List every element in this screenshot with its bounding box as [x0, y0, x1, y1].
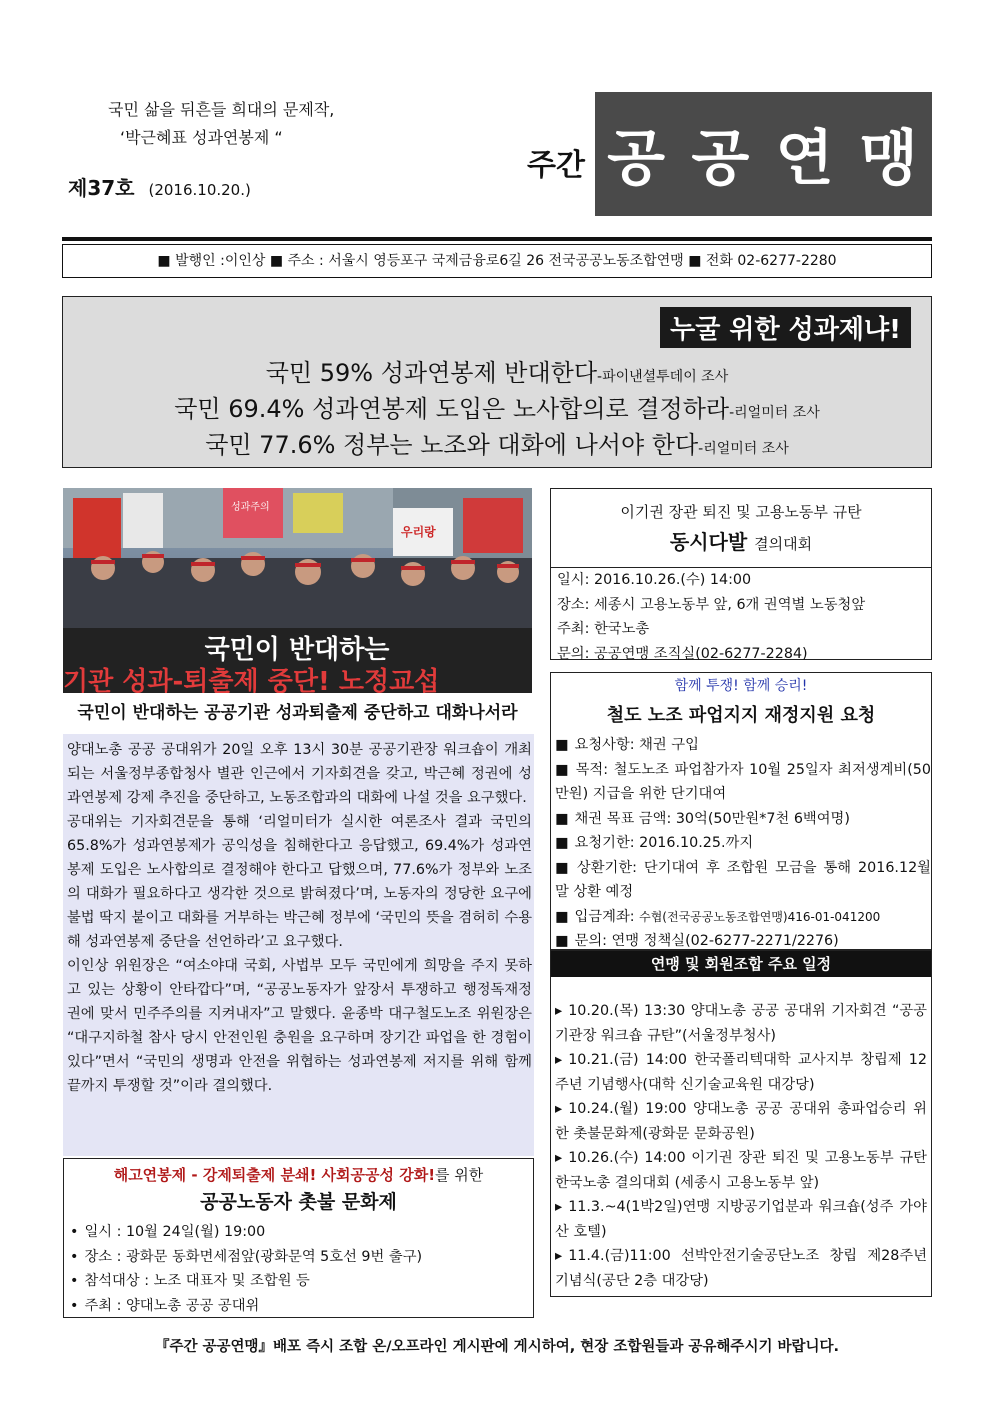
- article-paragraph: 양대노총 공공 공대위가 20일 오후 13시 30분 공공기관장 워크숍이 개최되는 서울정부종합청사 별관 인근에서 기자회견을 갖고, 박근혜 정권에 성과연봉제 강제 추진을 중단하고, 노동조합과의 대화에 나설 것을 요구했다.: [67, 742, 532, 806]
- issue-number: 제37호: [68, 176, 135, 200]
- tagline-line2: ‘박근혜표 성과연봉제 “: [120, 128, 283, 147]
- schedule-items: [551, 977, 931, 1293]
- protest-photo: [63, 488, 532, 693]
- event1-detail: 장소: 세종시 고용노동부 앞, 6개 권역별 노동청앞: [557, 596, 866, 613]
- event1-detail: 문의: 공공연맹 조직실(02-6277-2284): [557, 645, 808, 662]
- headline-source: -리얼미터 조사: [698, 441, 789, 457]
- publisher-info: ■ 발행인 :이인상 ■ 주소 : 서울시 영등포구 국제금융로6길 26 전국공공노동조합연맹 ■ 전화 02-6277-2280: [62, 244, 932, 278]
- masthead-char-2: 공: [691, 124, 752, 194]
- headline-source: -파이낸셜투데이 조사: [597, 369, 729, 385]
- headline-box: [62, 296, 932, 468]
- headline-line-3: [63, 425, 931, 460]
- schedule-item: ▸ 10.24.(월) 19:00 양대노총 공공 공대위 총파업승리 위한 촛불문화제(광화문 문화공원): [555, 1097, 927, 1146]
- headline-line-2: [63, 389, 931, 424]
- rally-detail: • 주최 : 양대노총 공공 공대위: [70, 1294, 533, 1319]
- schedule-item: ▸ 10.26.(수) 14:00 이기권 장관 퇴진 및 고용노동부 규탄 한국노총 결의대회 (세종시 고용노동부 앞): [555, 1146, 927, 1195]
- candlelight-rally-box: [63, 1158, 534, 1318]
- event1-details: [551, 567, 931, 666]
- event-rally-box: [550, 488, 932, 660]
- rally-title-red: 해고연봉제 - 강제퇴출제 분쇄! 사회공공성 강화!: [113, 1166, 436, 1184]
- event1-detail: 주최: 한국노총: [557, 621, 650, 637]
- photo-banner-text-2: 기관 성과-퇴출제 중단! 노정교섭: [63, 667, 440, 693]
- strike-item: ■ 문의: 연맹 정책실(02-6277-2271/2276): [555, 929, 931, 954]
- weekly-label: 주간: [527, 148, 585, 183]
- rally-details: [64, 1220, 533, 1318]
- strike-item: ■ 목적: 철도노조 파업참가자 10월 25일자 최저생계비(50만원) 지급을 위한 단기대여: [555, 758, 931, 807]
- schedule-item: ▸ 10.20.(목) 13:30 양대노총 공공 공대위 기자회견 “공공기관장 워크숍 규탄”(서울정부청사): [555, 999, 927, 1048]
- strike-item: ■ 요청사항: 채권 구입: [555, 733, 931, 758]
- headline-line-1: [63, 353, 931, 388]
- article-headline: 국민이 반대하는 공공기관 성과퇴출제 중단하고 대화나서라: [77, 703, 518, 723]
- issue-info: [68, 172, 251, 201]
- protest-sign: [73, 498, 121, 558]
- rally-title-2: 공공노동자 촛불 문화제: [200, 1191, 397, 1213]
- strike-support-box: [550, 672, 932, 950]
- strike-item: ■ 상환기한: 단기대여 후 조합원 모금을 통해 2016.12월 말 상환 예정: [555, 856, 931, 905]
- event1-subtitle: [551, 526, 931, 555]
- strike-item: ■ 요청기한: 2016.10.25.까지: [555, 831, 931, 856]
- schedule-item: ▸ 10.21.(금) 14:00 한국폴리텍대학 교사지부 창립제 12주년 기념행사(대학 신기술교육원 대강당): [555, 1048, 927, 1097]
- headline-main: 국민 77.6% 정부는 노조와 대화에 나서야 한다: [205, 431, 699, 459]
- masthead: [595, 92, 932, 216]
- strike-item-account: [555, 905, 931, 930]
- event1-detail: 일시: 2016.10.26.(수) 14:00: [557, 572, 752, 588]
- protest-photo-illustration: [63, 488, 532, 693]
- issue-date: (2016.10.20.): [148, 181, 251, 199]
- protest-sign-text: 우리랑: [401, 525, 436, 539]
- rally-detail: • 일시 : 10월 24일(월) 19:00: [70, 1220, 533, 1245]
- event1-subtitle-suffix: 결의대회: [754, 535, 813, 553]
- photo-banner-text: 국민이 반대하는: [204, 635, 390, 665]
- masthead-char-3: 연: [775, 124, 836, 194]
- protest-sign-text: 성과주의: [231, 502, 270, 513]
- strike-items: [551, 733, 931, 954]
- header-rule: [62, 237, 932, 241]
- event1-subtitle-main: 동시다발: [669, 530, 748, 554]
- tagline-line1: 국민 삶을 뒤흔들 희대의 문제작,: [108, 100, 335, 119]
- rally-title: [64, 1164, 533, 1185]
- headline-main: 국민 59% 성과연봉제 반대한다: [265, 359, 598, 387]
- account-value: 수협(전국공공노동조합연맹)416-01-041200: [639, 909, 881, 924]
- headline-label: 누굴 위한 성과제냐!: [660, 307, 911, 348]
- tagline: [108, 96, 408, 152]
- article-paragraph: 이인상 위원장은 “여소야대 국회, 사법부 모두 국민에게 희망을 주지 못하고 있는 상황이 안타깝다”며, “공공노동자가 앞장서 투쟁하고 행정독재정권에 맞서 민주주의를 지켜내자”고 말했다. 윤종박 대구철도노조 위원장은 “대구지하철 참사 당시 안전인원 충원을 요구하며 장기간 파업을 한 경험이 있다”면서 “국민의 생명과 안전을 위협하는 성과연봉제 저지를 위해 함께 끝까지 투쟁할 것”이라 결의했다.: [67, 958, 532, 1094]
- headline-main: 국민 69.4% 성과연봉제 도입은 노사합의로 결정하라: [174, 395, 730, 423]
- footer-notice: 『주간 공공연맹』배포 즉시 조합 온/오프라인 게시판에 게시하여, 현장 조합원들과 공유해주시기 바랍니다.: [154, 1339, 840, 1355]
- rally-detail: • 참석대상 : 노조 대표자 및 조합원 등: [70, 1269, 533, 1294]
- account-label: 입금계좌:: [574, 908, 640, 925]
- strike-slogan: 함께 투쟁! 함께 승리!: [674, 678, 808, 694]
- masthead-char-1: 공: [607, 124, 668, 194]
- strike-title: 철도 노조 파업지지 재정지원 요청: [606, 705, 876, 726]
- rally-title-suffix: 를 위한: [435, 1166, 484, 1184]
- schedule-item: ▸ 11.4.(금)11:00 선박안전기술공단노조 창립 제28주년 기념식(공단 2층 대강당): [555, 1244, 927, 1293]
- article-body: [63, 734, 534, 1156]
- schedule-box: [550, 950, 932, 1297]
- schedule-item: ▸ 11.3.~4(1박2일)연맹 지방공기업분과 워크숍(성주 가야산 호텔): [555, 1195, 927, 1244]
- event1-title: 이기권 장관 퇴진 및 고용노동부 규탄: [620, 503, 862, 521]
- schedule-title: 연맹 및 회원조합 주요 일정: [551, 951, 931, 977]
- masthead-char-4: 맹: [859, 124, 920, 194]
- article-paragraph: 공대위는 기자회견문을 통해 ‘리얼미터가 실시한 여론조사 결과 국민의 65.8%가 성과연봉제가 공익성을 침해한다고 응답했고, 69.4%가 성과연봉제 도입은 노사합의로 결정해야 한다고 답했으며, 77.6%가 정부와 노조의 대화가 필요하다고 생각한 것으로 밝혀졌다’며, 노동자의 정당한 요구에 불법 딱지 붙이고 대화를 거부하는 박근혜 정부에 ‘국민의 뜻을 겸허히 수용해 성과연봉제 중단을 선언하라’고 요구했다.: [67, 814, 532, 950]
- rally-detail: • 장소 : 광화문 동화면세점앞(광화문역 5호선 9번 출구): [70, 1245, 533, 1270]
- headline-source: -리얼미터 조사: [729, 405, 820, 421]
- strike-item: ■ 채권 목표 금액: 30억(50만원*7천 6백여명): [555, 807, 931, 832]
